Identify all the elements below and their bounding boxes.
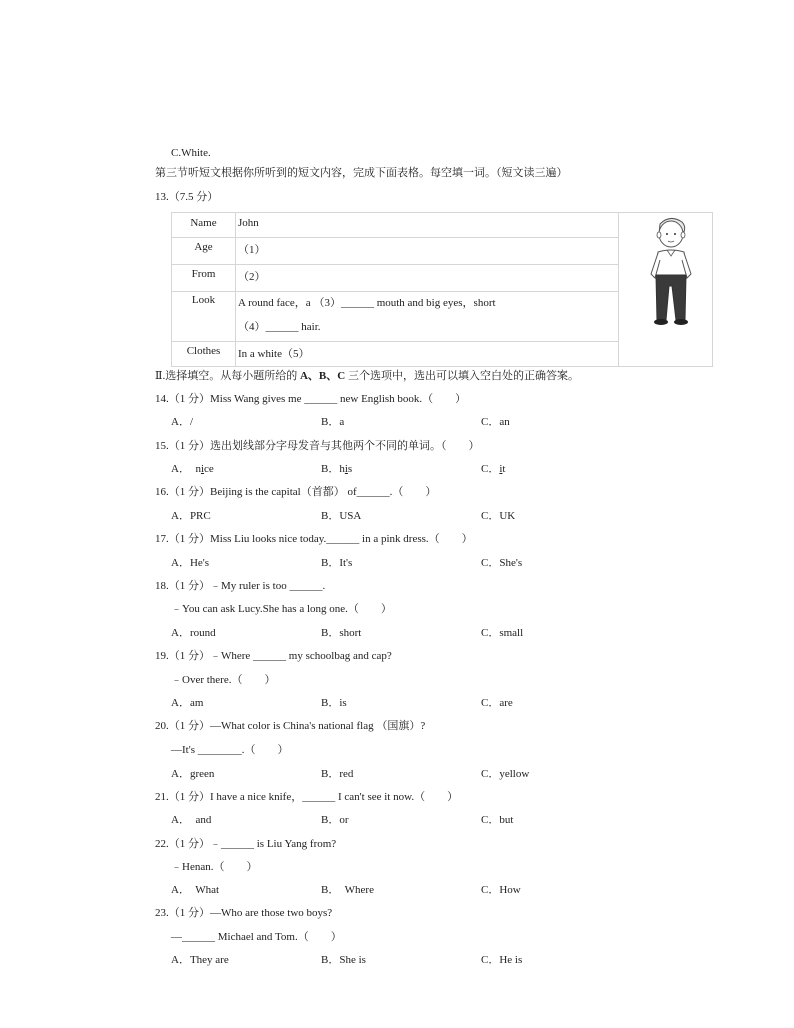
answer-option-a[interactable]: A．/	[171, 416, 193, 428]
table-label-clothes: Clothes	[186, 345, 221, 357]
answer-option-c[interactable]: C．He is	[481, 954, 523, 966]
table-value-look: A round face，a （3）______ mouth and big eyes，short	[238, 297, 496, 309]
question-stem: 16.（1 分）Beijing is the capital（首都） of______.（ ）	[155, 486, 437, 498]
table-label-from: From	[191, 268, 216, 280]
answer-option-b[interactable]: B．or	[321, 814, 349, 826]
question-stem: 17.（1 分）Miss Liu looks nice today.______ in a pink dress.（ ）	[155, 533, 473, 545]
question-stem: 14.（1 分）Miss Wang gives me ______ new English book.（ ）	[155, 393, 467, 405]
boy-illustration	[646, 216, 696, 330]
answer-option-a[interactable]: A． nice	[171, 463, 214, 475]
part2-heading: Ⅱ.选择填空。从每小题所给的 A、B、C 三个选项中，选出可以填入空白处的正确答案。	[155, 370, 579, 382]
answer-option-a[interactable]: A．round	[171, 627, 216, 639]
answer-option-c[interactable]: C．yellow	[481, 768, 530, 780]
answer-option-b[interactable]: B．a	[321, 416, 345, 428]
answer-option-a[interactable]: A． and	[171, 814, 212, 826]
answer-option-a[interactable]: A．am	[171, 697, 204, 709]
question-stem-line2: ﹣You can ask Lucy.She has a long one.（ ）	[171, 603, 392, 615]
answer-option-b[interactable]: B．short	[321, 627, 362, 639]
answer-option-c[interactable]: C．but	[481, 814, 514, 826]
table-value-clothes: In a white（5）	[238, 348, 310, 360]
table-value-name: John	[238, 217, 259, 229]
question-stem: 19.（1 分）﹣Where ______ my schoolbag and cap?	[155, 650, 392, 662]
answer-option-c[interactable]: C．it	[481, 463, 506, 475]
answer-option-a[interactable]: A．PRC	[171, 510, 211, 522]
answer-option-a[interactable]: A．green	[171, 768, 215, 780]
question-stem: 20.（1 分）—What color is China's national flag （国旗）?	[155, 720, 426, 732]
answer-option-b[interactable]: B．his	[321, 463, 353, 475]
answer-option-b[interactable]: B．It's	[321, 557, 353, 569]
question-stem: 23.（1 分）—Who are those two boys?	[155, 907, 333, 919]
question-stem: 21.（1 分）I have a nice knife，______ I can't see it now.（ ）	[155, 791, 459, 803]
previous-option-c: C.White.	[171, 147, 211, 159]
answer-option-a[interactable]: A． What	[171, 884, 220, 896]
answer-option-a[interactable]: A．He's	[171, 557, 210, 569]
answer-option-c[interactable]: C．UK	[481, 510, 516, 522]
answer-option-b[interactable]: B．is	[321, 697, 347, 709]
table-value-age: （1）	[238, 244, 266, 256]
question-stem: 18.（1 分）﹣My ruler is too ______.	[155, 580, 326, 592]
answer-option-c[interactable]: C．small	[481, 627, 524, 639]
question-stem-line2: —______ Michael and Tom.（ ）	[171, 931, 342, 943]
answer-option-a[interactable]: A．They are	[171, 954, 229, 966]
table-label-look: Look	[191, 294, 216, 306]
answer-option-c[interactable]: C．She's	[481, 557, 523, 569]
answer-option-b[interactable]: B．USA	[321, 510, 362, 522]
question-stem-line2: ﹣Over there.（ ）	[171, 674, 276, 686]
answer-option-c[interactable]: C．are	[481, 697, 513, 709]
answer-option-b[interactable]: B． Where	[321, 884, 374, 896]
answer-option-c[interactable]: C．an	[481, 416, 510, 428]
table-label-name: Name	[190, 217, 217, 229]
answer-option-b[interactable]: B．She is	[321, 954, 366, 966]
q13-stem: 13.（7.5 分）	[155, 191, 219, 203]
question-stem-line2: ﹣Henan.（ ）	[171, 861, 258, 873]
question-stem: 22.（1 分）﹣______ is Liu Yang from?	[155, 838, 337, 850]
q13-table	[171, 212, 713, 367]
answer-option-b[interactable]: B．red	[321, 768, 354, 780]
section3-heading: 第三节听短文根据你所听到的短文内容，完成下面表格。每空填一词。（短文读三遍）	[155, 167, 568, 179]
table-value-from: （2）	[238, 271, 266, 283]
table-label-age: Age	[194, 241, 213, 253]
question-stem: 15.（1 分）选出划线部分字母发音与其他两个不同的单词。（ ）	[155, 440, 480, 452]
question-stem-line2: —It's ________.（ ）	[171, 744, 289, 756]
table-value-look-2: （4）______ hair.	[238, 321, 321, 333]
answer-option-c[interactable]: C．How	[481, 884, 521, 896]
